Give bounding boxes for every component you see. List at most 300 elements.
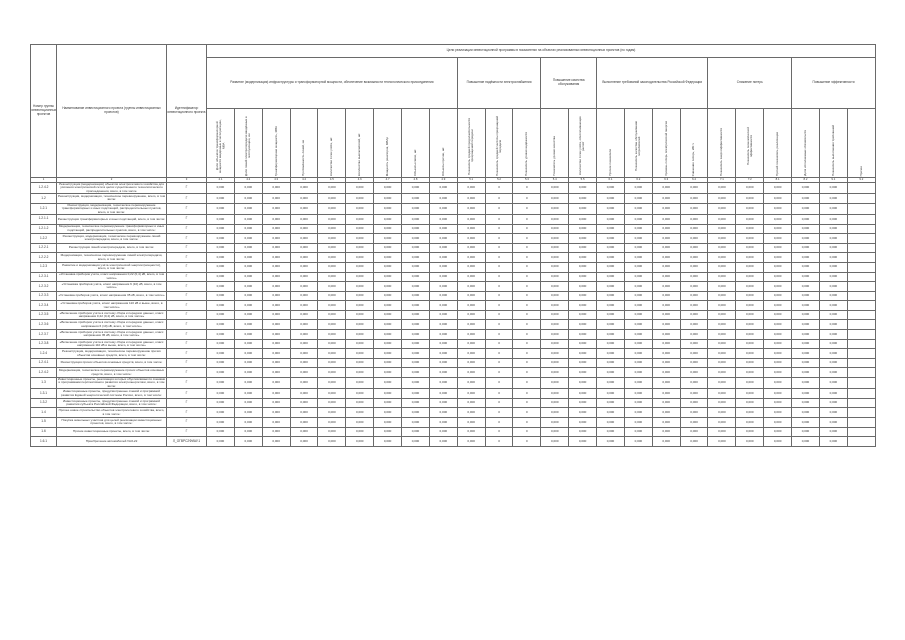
row-number: 1.2.4.1 xyxy=(31,358,57,368)
column-number: 2 xyxy=(57,178,167,183)
row-value: 0,000 xyxy=(680,282,708,292)
header-vertical-col-15 xyxy=(597,109,625,178)
row-value: 0,000 xyxy=(819,368,847,378)
table-row xyxy=(31,320,876,330)
row-value: 0,000 xyxy=(792,291,820,301)
row-value: 0,000 xyxy=(402,234,430,244)
row-value: 0,000 xyxy=(457,253,485,263)
row-value: 0,000 xyxy=(569,368,597,378)
row-value: 0,000 xyxy=(457,320,485,330)
row-value: 0,000 xyxy=(457,427,485,437)
row-value: 0,000 xyxy=(262,224,290,234)
row-value: 0,000 xyxy=(207,194,235,204)
row-empty-cell xyxy=(847,417,875,427)
header-vertical-col-4 xyxy=(290,109,318,178)
row-value: 0,000 xyxy=(374,291,402,301)
row-value: 0,000 xyxy=(234,349,262,359)
row-value: 0,000 xyxy=(708,427,736,437)
row-value: 0 xyxy=(513,224,541,234)
row-value: 0,000 xyxy=(624,203,652,214)
row-value: 0,000 xyxy=(457,368,485,378)
row-value: 0,000 xyxy=(207,427,235,437)
row-value: 0,000 xyxy=(597,224,625,234)
row-code: Г xyxy=(167,349,207,359)
header-vertical-label: Количество точек учёта, обеспечивающих расчёт xyxy=(578,116,586,176)
row-value: 0,000 xyxy=(680,368,708,378)
row-value: 0,000 xyxy=(541,262,569,272)
row-value: 0,000 xyxy=(680,272,708,282)
row-value: 0,000 xyxy=(346,330,374,340)
row-value: 0,000 xyxy=(402,368,430,378)
row-value: 0,000 xyxy=(346,349,374,359)
row-value: 0,000 xyxy=(624,301,652,311)
row-value: 0 xyxy=(513,243,541,253)
row-value: 0,000 xyxy=(457,282,485,292)
row-value: 0,000 xyxy=(541,378,569,389)
row-value: 0,000 xyxy=(597,272,625,282)
row-name: Реконструкция линий электропередачи, всего, в том числе: xyxy=(57,243,167,253)
row-value: 0,000 xyxy=(541,320,569,330)
row-value: 0 xyxy=(485,291,513,301)
row-value: 0,000 xyxy=(346,234,374,244)
header-group-2: Повышение надёжности электроснабжения xyxy=(457,58,541,109)
row-value: 0,000 xyxy=(736,389,764,399)
row-value: 0 xyxy=(485,408,513,418)
table-row xyxy=(31,234,876,244)
row-value: 0,000 xyxy=(680,203,708,214)
table-row xyxy=(31,243,876,253)
row-code: Г xyxy=(167,183,207,194)
row-value: 0,000 xyxy=(290,378,318,389)
row-value: 0,000 xyxy=(819,378,847,389)
row-value: 0,000 xyxy=(262,389,290,399)
row-value: 0,000 xyxy=(290,349,318,359)
row-value: 0,000 xyxy=(652,272,680,282)
row-code: Г xyxy=(167,243,207,253)
row-value: 0,000 xyxy=(736,224,764,234)
row-empty-cell xyxy=(847,349,875,359)
row-value: 0,000 xyxy=(597,427,625,437)
header-vertical-col-20 xyxy=(736,109,764,178)
row-value: 0 xyxy=(485,427,513,437)
row-value: 0 xyxy=(485,272,513,282)
row-value: 0,000 xyxy=(652,339,680,349)
row-value: 0,000 xyxy=(318,389,346,399)
row-value: 0 xyxy=(513,339,541,349)
row-value: 0,000 xyxy=(402,398,430,408)
row-empty-cell xyxy=(847,378,875,389)
row-value: 0,000 xyxy=(541,358,569,368)
row-value: 0,000 xyxy=(457,378,485,389)
row-value: 0,000 xyxy=(346,378,374,389)
row-value: 0,000 xyxy=(764,234,792,244)
row-value: 0,000 xyxy=(569,427,597,437)
row-value: 0,000 xyxy=(569,398,597,408)
row-value: 0,000 xyxy=(819,339,847,349)
row-value: 0,000 xyxy=(624,310,652,320)
row-value: 0,000 xyxy=(234,330,262,340)
header-vertical-col-23 xyxy=(819,109,847,178)
row-value: 0,000 xyxy=(680,310,708,320)
row-name: Реконструкция, модернизация, техническое перевооружение, всего, в том числе: xyxy=(58,194,165,202)
row-value: 0,000 xyxy=(457,203,485,214)
row-value: 0,000 xyxy=(792,214,820,224)
row-value: 0,000 xyxy=(708,243,736,253)
row-value: 0,000 xyxy=(541,291,569,301)
row-value: 0,000 xyxy=(541,243,569,253)
row-value: 0,000 xyxy=(652,194,680,204)
header-vertical-col-16 xyxy=(624,109,652,178)
row-value: 0,000 xyxy=(597,243,625,253)
row-value: 0,000 xyxy=(374,253,402,263)
row-value: 0,000 xyxy=(374,427,402,437)
row-value: 0,000 xyxy=(792,224,820,234)
row-value: 0,000 xyxy=(652,417,680,427)
header-vertical-label: Количество точек учёта, шт. xyxy=(329,137,334,176)
row-value: 0,000 xyxy=(457,349,485,359)
row-value: 0,000 xyxy=(764,272,792,282)
table-row xyxy=(31,214,876,224)
row-value: 0,000 xyxy=(346,398,374,408)
row-value: 0,000 xyxy=(429,310,457,320)
row-value: 0,000 xyxy=(262,234,290,244)
row-value: 0,000 xyxy=(262,262,290,272)
row-value: 0 xyxy=(485,224,513,234)
row-value: 0,000 xyxy=(234,272,262,282)
row-value: 0,000 xyxy=(290,203,318,214)
row-name: Реконструкция трансформаторных и иных подстанций, всего, в том числе: xyxy=(57,214,167,224)
row-value: 0,000 xyxy=(318,408,346,418)
row-value: 0,000 xyxy=(819,272,847,282)
row-value: 0,000 xyxy=(569,282,597,292)
row-value: 0,000 xyxy=(597,262,625,272)
row-value: 0,000 xyxy=(262,349,290,359)
row-value: 0,000 xyxy=(262,243,290,253)
column-number: 5.1 xyxy=(457,178,485,183)
row-value: 0,000 xyxy=(262,437,290,447)
row-value: 0,000 xyxy=(207,234,235,244)
row-empty-cell xyxy=(847,408,875,418)
row-name: «Установка приборов учёта, класс напряжения 0,22 (0,4) кВ, всего, в том числе» xyxy=(57,272,167,282)
row-value: 0,000 xyxy=(402,330,430,340)
row-value: 0,000 xyxy=(207,330,235,340)
row-value: 0,000 xyxy=(597,301,625,311)
row-value: 0,000 xyxy=(402,224,430,234)
row-value: 0,000 xyxy=(457,272,485,282)
row-value: 0,000 xyxy=(819,408,847,418)
row-number: 1.2.1.2 xyxy=(31,224,57,234)
row-empty-cell xyxy=(847,234,875,244)
row-value: 0,000 xyxy=(652,234,680,244)
row-value: 0,000 xyxy=(318,194,346,204)
row-number: 1.4 xyxy=(31,408,57,418)
row-value: 0,000 xyxy=(318,368,346,378)
row-value: 0,000 xyxy=(708,291,736,301)
row-value: 0,000 xyxy=(290,224,318,234)
row-value: 0,000 xyxy=(374,183,402,194)
row-value: 0,000 xyxy=(318,183,346,194)
row-value: 0,000 xyxy=(457,330,485,340)
header-vertical-col-12 xyxy=(513,109,541,178)
row-value: 0,000 xyxy=(597,358,625,368)
row-value: 0,000 xyxy=(736,282,764,292)
row-value: 0,000 xyxy=(792,194,820,204)
row-value: 0 xyxy=(513,368,541,378)
row-value: 0,000 xyxy=(207,310,235,320)
row-value: 0,000 xyxy=(764,301,792,311)
row-value: 0,000 xyxy=(708,262,736,272)
row-value: 0,000 xyxy=(680,437,708,447)
row-value: 0,000 xyxy=(624,291,652,301)
row-name: «Включение приборов учёта в систему сбора и передачи данных, класс напряжения 110 кВ и выше, всего, в том числе» xyxy=(57,339,167,349)
row-value: 0 xyxy=(485,330,513,340)
row-value: 0,000 xyxy=(262,378,290,389)
table-row xyxy=(31,408,876,418)
header-vertical-label: Показатель экономической эффективности xyxy=(745,127,753,165)
row-value: 0,000 xyxy=(429,408,457,418)
row-value: 0,000 xyxy=(792,183,820,194)
row-value: 0,000 xyxy=(374,272,402,282)
row-value: 0,000 xyxy=(764,417,792,427)
row-empty-cell xyxy=(847,214,875,224)
column-number: 4.7 xyxy=(374,178,402,183)
row-value: 0,000 xyxy=(429,368,457,378)
row-name: «Установка приборов учёта, класс напряжения 110 кВ и выше, всего, в том числе» xyxy=(57,301,167,311)
row-value: 0,000 xyxy=(429,437,457,447)
row-value: 0,000 xyxy=(374,417,402,427)
table-row xyxy=(31,349,876,359)
row-value: 0 xyxy=(513,320,541,330)
column-number: 4.4 xyxy=(290,178,318,183)
row-value: 0,000 xyxy=(569,408,597,418)
row-value: 0 xyxy=(485,398,513,408)
row-value: 0,000 xyxy=(262,310,290,320)
row-value: 0,000 xyxy=(429,330,457,340)
row-number: 1.2.3.3 xyxy=(31,291,57,301)
row-value: 0,000 xyxy=(346,214,374,224)
row-value: 0,000 xyxy=(680,301,708,311)
row-value: 0,000 xyxy=(819,183,847,194)
row-value: 0,000 xyxy=(569,262,597,272)
row-value: 0,000 xyxy=(764,427,792,437)
row-value: 0,000 xyxy=(708,310,736,320)
row-value: 0,000 xyxy=(680,349,708,359)
row-value: 0,000 xyxy=(234,234,262,244)
row-value: 0,000 xyxy=(624,272,652,282)
row-value: 0,000 xyxy=(680,243,708,253)
row-value: 0,000 xyxy=(624,243,652,253)
row-value: 0,000 xyxy=(402,272,430,282)
row-value: 0,000 xyxy=(318,272,346,282)
row-value: 0,000 xyxy=(819,234,847,244)
row-value: 0,000 xyxy=(402,378,430,389)
row-value: 0,000 xyxy=(457,194,485,204)
row-value: 0,000 xyxy=(652,183,680,194)
row-value: 0,000 xyxy=(819,417,847,427)
row-value: 0,000 xyxy=(764,378,792,389)
table-row xyxy=(31,437,876,447)
row-value: 0,000 xyxy=(736,320,764,330)
row-value: 0,000 xyxy=(262,194,290,204)
row-value: 0,000 xyxy=(290,243,318,253)
row-value: 0,000 xyxy=(457,183,485,194)
row-number: 1.3.1 xyxy=(31,389,57,399)
row-value: 0,000 xyxy=(597,330,625,340)
row-value: 0,000 xyxy=(318,358,346,368)
row-number: 1.6.1 xyxy=(31,437,57,447)
row-value: 0 xyxy=(485,368,513,378)
row-value: 0,000 xyxy=(290,183,318,194)
column-number: 4.5 xyxy=(318,178,346,183)
row-value: 0,000 xyxy=(569,224,597,234)
row-name: Инвестиционные проекты, реализация которых обусловливается схемами и программами перспективного развития электроэнергетики, всего, в том числе: xyxy=(57,377,166,388)
row-value: 0,000 xyxy=(318,262,346,272)
row-value: 0,000 xyxy=(792,203,820,214)
header-group-1: Развитие (модернизация) инфраструктуры и трансформаторной мощности, обеспечение возможности технологического присоединения xyxy=(207,58,458,109)
row-value: 0 xyxy=(485,243,513,253)
row-value: 0,000 xyxy=(234,339,262,349)
row-value: 0,000 xyxy=(541,214,569,224)
row-value: 0,000 xyxy=(792,253,820,263)
row-value: 0,000 xyxy=(318,224,346,234)
row-name: Модернизация, техническое перевооружение линий электропередачи, всего, в том числе: xyxy=(57,253,167,263)
row-value: 0,000 xyxy=(290,291,318,301)
row-value: 0,000 xyxy=(541,310,569,320)
row-number: 1.2 xyxy=(31,194,57,204)
row-value: 0,000 xyxy=(402,320,430,330)
row-value: 0,000 xyxy=(207,389,235,399)
row-number: 1.2.1 xyxy=(31,203,57,214)
row-value: 0,000 xyxy=(429,183,457,194)
row-value: 0,000 xyxy=(541,272,569,282)
row-value: 0,000 xyxy=(819,214,847,224)
row-value: 0,000 xyxy=(819,253,847,263)
header-vertical-col-8 xyxy=(402,109,430,178)
row-value: 0 xyxy=(485,389,513,399)
row-value: 0,000 xyxy=(736,330,764,340)
row-value: 0,000 xyxy=(819,262,847,272)
row-name: Инвестиционные проекты, предусмотренные схемой и программой развития субъекта Российской Федерации, всего, в том числе: xyxy=(57,398,167,408)
row-value: 0,000 xyxy=(764,194,792,204)
row-code: Г xyxy=(167,234,207,244)
investment-program-table xyxy=(30,44,876,447)
row-name: «Включение приборов учёта в систему сбора и передачи данных, класс напряжения 35 кВ, всего, в том числе» xyxy=(57,330,167,340)
row-value: 0,000 xyxy=(318,214,346,224)
row-value: 0,000 xyxy=(680,330,708,340)
row-value: 0,000 xyxy=(207,417,235,427)
row-value: 0,000 xyxy=(819,243,847,253)
row-value: 0,000 xyxy=(429,203,457,214)
row-value: 0,000 xyxy=(764,408,792,418)
row-value: 0,000 xyxy=(374,408,402,418)
row-value: 0,000 xyxy=(290,437,318,447)
header-vertical-col-2 xyxy=(234,109,262,178)
column-number: 5.4 xyxy=(541,178,569,183)
row-value: 0,000 xyxy=(290,310,318,320)
row-value: 0,000 xyxy=(652,291,680,301)
table-row xyxy=(31,291,876,301)
row-value: 0,000 xyxy=(429,214,457,224)
row-empty-cell xyxy=(847,320,875,330)
column-number: 8.1 xyxy=(764,178,792,183)
row-code: Г xyxy=(167,214,207,224)
column-number: 6.1 xyxy=(597,178,625,183)
row-value: 0,000 xyxy=(624,330,652,340)
row-value: 0 xyxy=(513,203,541,214)
row-value: 0,000 xyxy=(402,408,430,418)
column-number: 7.2 xyxy=(736,178,764,183)
row-code: Г xyxy=(167,320,207,330)
row-value: 0,000 xyxy=(708,358,736,368)
header-goals: Цели реализации инвестиционной программы в показателях на объектах реализованных инвестиционных проектов (по годам) xyxy=(207,45,876,58)
row-empty-cell xyxy=(847,224,875,234)
table-row xyxy=(31,183,876,194)
row-value: 0,000 xyxy=(680,320,708,330)
row-value: 0 xyxy=(485,262,513,272)
row-value: 0,000 xyxy=(680,378,708,389)
row-value: 0,000 xyxy=(792,408,820,418)
row-value: 0,000 xyxy=(429,291,457,301)
row-value: 0,000 xyxy=(764,330,792,340)
row-value: 0,000 xyxy=(207,378,235,389)
row-value: 0,000 xyxy=(708,224,736,234)
row-value: 0 xyxy=(485,358,513,368)
row-value: 0,000 xyxy=(429,378,457,389)
row-value: 0,000 xyxy=(541,368,569,378)
row-value: 0,000 xyxy=(819,224,847,234)
header-vertical-label: Прочие показатели xyxy=(607,149,612,176)
table-row xyxy=(31,389,876,399)
row-value: 0,000 xyxy=(708,320,736,330)
row-value: 0,000 xyxy=(819,349,847,359)
row-value: 0,000 xyxy=(819,437,847,447)
row-number: 1.3 xyxy=(31,378,57,389)
row-number: 1.2.1.1 xyxy=(31,214,57,224)
row-name: Прочее новое строительство объектов электросетевого хозяйства, всего, в том числе: xyxy=(57,408,167,418)
row-number: 1.2.3 xyxy=(31,262,57,272)
row-value: 0,000 xyxy=(569,310,597,320)
row-value: 0,000 xyxy=(624,398,652,408)
row-value: 0,000 xyxy=(736,272,764,282)
row-value: 0,000 xyxy=(569,234,597,244)
row-value: 0,000 xyxy=(346,358,374,368)
row-number: 1.2.4 xyxy=(31,349,57,359)
row-value: 0,000 xyxy=(346,301,374,311)
row-value: 0,000 xyxy=(680,398,708,408)
row-value: 0,000 xyxy=(402,358,430,368)
row-value: 0,000 xyxy=(764,339,792,349)
row-empty-cell xyxy=(847,398,875,408)
row-name: Реконструкция прочих объектов основных средств, всего, в том числе: xyxy=(57,358,167,368)
row-value: 0 xyxy=(513,214,541,224)
row-empty-cell xyxy=(847,301,875,311)
row-value: 0,000 xyxy=(290,408,318,418)
row-value: 0,000 xyxy=(207,243,235,253)
row-value: 0,000 xyxy=(764,368,792,378)
row-value: 0,000 xyxy=(429,358,457,368)
header-vertical-label: Показатель энергоэффективности xyxy=(719,127,724,176)
row-value: 0,000 xyxy=(624,214,652,224)
row-empty-cell xyxy=(847,203,875,214)
row-value: 0,000 xyxy=(541,389,569,399)
row-value: 0,000 xyxy=(429,224,457,234)
row-value: 0 xyxy=(513,389,541,399)
row-value: 0,000 xyxy=(680,417,708,427)
row-code: Г xyxy=(167,408,207,418)
column-number: 4.2 xyxy=(234,178,262,183)
row-value: 0,000 xyxy=(652,203,680,214)
row-value: 0,000 xyxy=(708,378,736,389)
